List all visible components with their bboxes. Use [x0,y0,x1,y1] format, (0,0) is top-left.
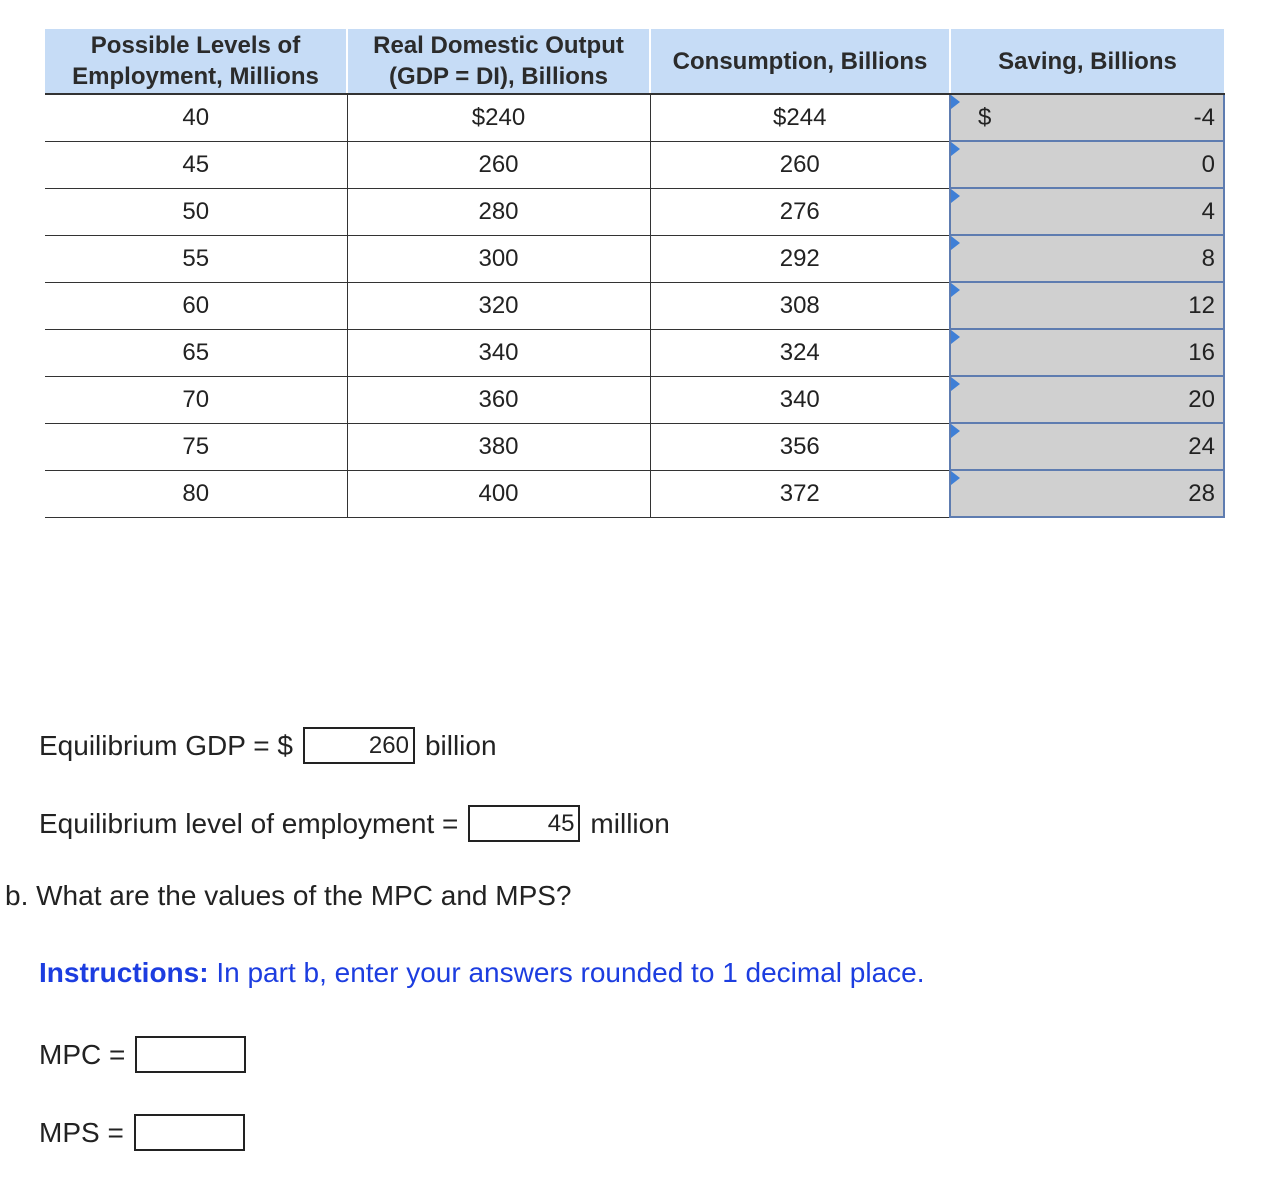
gdp-cell: 280 [347,188,650,235]
employment-cell: 65 [45,329,347,376]
instructions [39,957,925,989]
cell-marker-icon [951,236,960,250]
instructions-label: Instructions: [39,957,209,988]
cell-marker-icon [951,377,960,391]
mps-label: MPS = [39,1116,124,1148]
consumption-cell: 276 [650,188,950,235]
table-row [45,94,1224,141]
cell-marker-icon [951,283,960,297]
equilibrium-gdp-line [39,727,497,764]
saving-value: 28 [1188,479,1215,507]
equilibrium-employment-line [39,805,670,842]
employment-cell: 40 [45,94,347,141]
saving-input-cell[interactable] [950,470,1224,517]
consumption-cell: 340 [650,376,950,423]
gdp-cell: 340 [347,329,650,376]
employment-cell: 60 [45,282,347,329]
saving-value: 8 [1201,244,1215,272]
header-gdp: Real Domestic Output (GDP = DI), Billions [347,29,650,94]
mps-input[interactable] [134,1114,245,1151]
equilibrium-employment-label: Equilibrium level of employment = [39,807,459,839]
table-row [45,235,1224,282]
equilibrium-gdp-input[interactable]: 260 [303,727,415,764]
saving-input-cell[interactable] [950,376,1224,423]
employment-cell: 80 [45,470,347,517]
mpc-input[interactable] [135,1036,246,1073]
table-row [45,470,1224,517]
consumption-cell: $244 [650,94,950,141]
consumption-cell: 308 [650,282,950,329]
saving-input-cell[interactable] [950,235,1224,282]
employment-cell: 70 [45,376,347,423]
saving-value: 16 [1188,338,1215,366]
saving-value: 4 [1201,197,1215,225]
table-row [45,282,1224,329]
consumption-cell: 372 [650,470,950,517]
cell-marker-icon [951,95,960,109]
saving-input-cell[interactable] [950,329,1224,376]
saving-input-cell[interactable] [950,94,1224,141]
instructions-text: In part b, enter your answers rounded to 1 decimal place. [216,957,925,988]
mpc-line [39,1036,246,1073]
gdp-cell: 360 [347,376,650,423]
employment-cell: 55 [45,235,347,282]
cell-marker-icon [951,189,960,203]
question-b: b. What are the values of the MPC and MPS? [5,880,572,911]
mpc-label: MPC = [39,1038,126,1070]
header-employment: Possible Levels of Employment, Millions [45,29,347,94]
saving-value: 24 [1188,432,1215,460]
header-consumption: Consumption, Billions [650,29,950,94]
gdp-cell: 300 [347,235,650,282]
dollar-prefix: $ [978,103,992,131]
consumption-cell: 356 [650,423,950,470]
mps-line [39,1114,245,1151]
saving-input-cell[interactable] [950,188,1224,235]
table-row [45,141,1224,188]
employment-cell: 45 [45,141,347,188]
employment-cell: 75 [45,423,347,470]
header-saving: Saving, Billions [950,29,1224,94]
equilibrium-employment-unit: million [590,807,670,839]
saving-value: 12 [1188,291,1215,319]
saving-value: 0 [1201,150,1215,178]
equilibrium-gdp-unit: billion [424,729,497,761]
table-row [45,376,1224,423]
table-row [45,329,1224,376]
table-row [45,188,1224,235]
saving-value: 20 [1188,385,1215,413]
consumption-cell: 324 [650,329,950,376]
gdp-cell: 380 [347,423,650,470]
consumption-cell: 260 [650,141,950,188]
table-header-row [45,29,1224,94]
gdp-cell: 320 [347,282,650,329]
consumption-cell: 292 [650,235,950,282]
equilibrium-employment-input[interactable]: 45 [468,805,580,842]
gdp-cell: 400 [347,470,650,517]
saving-input-cell[interactable] [950,423,1224,470]
cell-marker-icon [951,424,960,438]
saving-input-cell[interactable] [950,141,1224,188]
cell-marker-icon [951,142,960,156]
cell-marker-icon [951,471,960,485]
saving-value: -4 [1193,103,1215,131]
cell-marker-icon [951,330,960,344]
employment-cell: 50 [45,188,347,235]
table-row [45,423,1224,470]
equilibrium-gdp-label: Equilibrium GDP = $ [39,729,293,761]
saving-schedule-table [45,29,1225,518]
saving-input-cell[interactable] [950,282,1224,329]
gdp-cell: $240 [347,94,650,141]
gdp-cell: 260 [347,141,650,188]
